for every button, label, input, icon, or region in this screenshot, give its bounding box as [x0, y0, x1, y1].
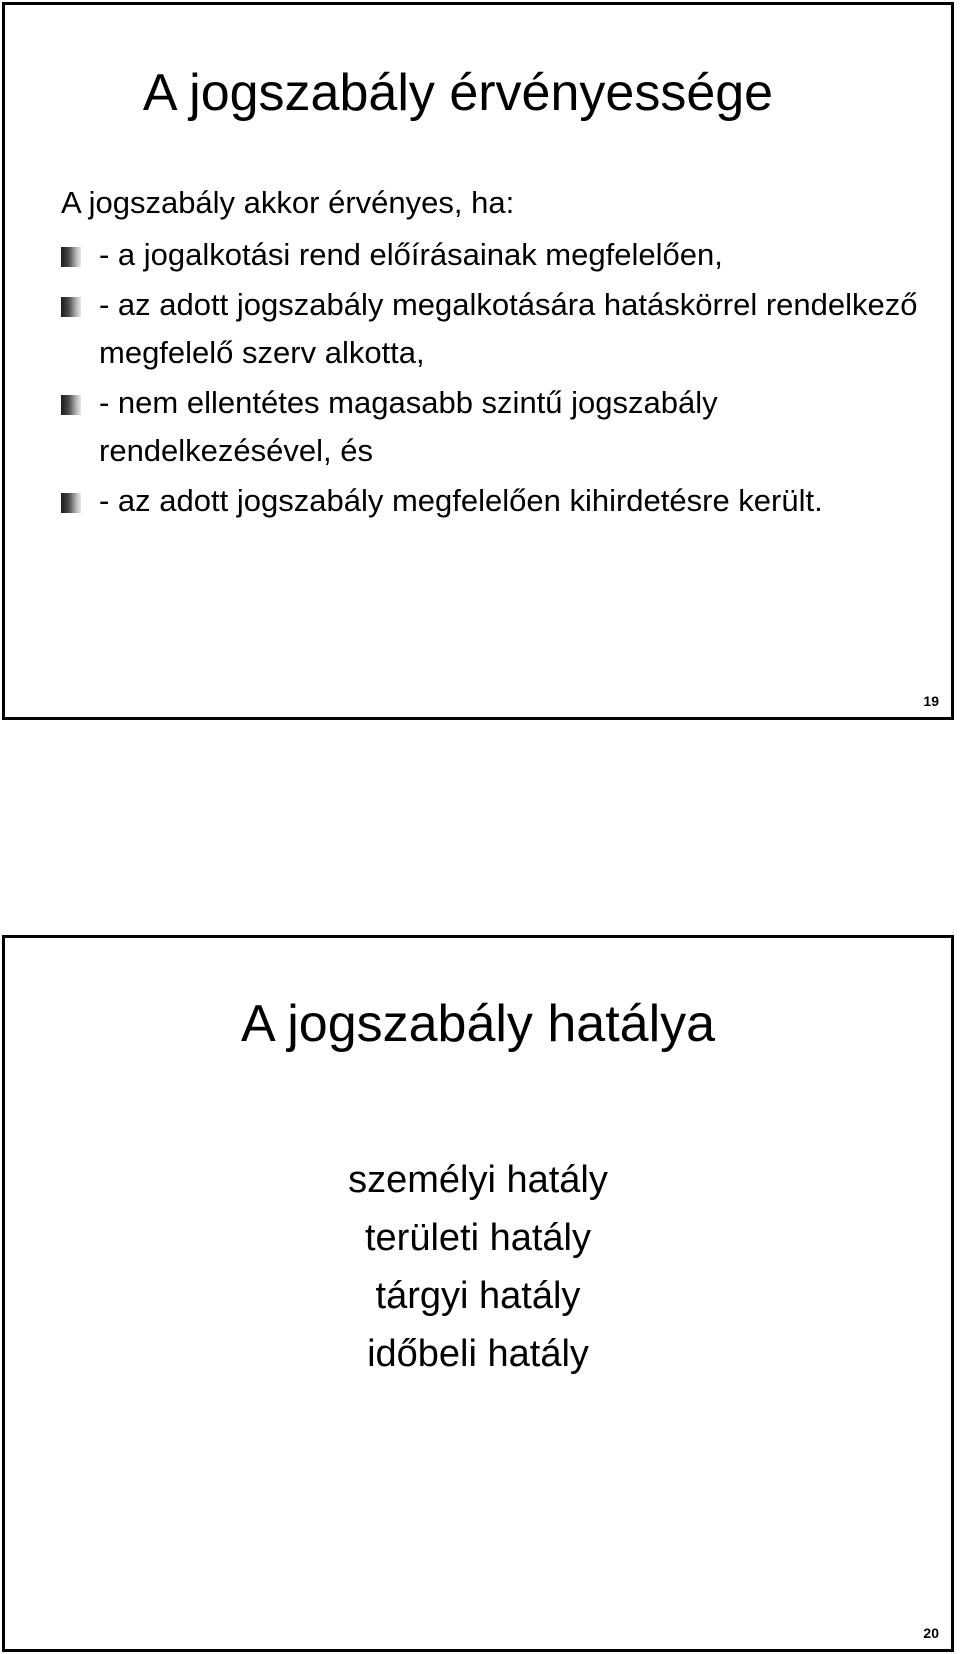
bullet-list: [61, 231, 921, 527]
square-bullet-icon: [61, 297, 81, 317]
intro-text: A jogszabály akkor érvényes, ha:: [61, 185, 515, 220]
list-item: időbeli hatály: [367, 1333, 589, 1375]
list-item: [61, 477, 921, 525]
bullet-text: - az adott jogszabály megfelelően kihirdetésre került.: [99, 483, 823, 518]
slide-title: A jogszabály hatálya: [240, 995, 716, 1053]
bullet-text: - a jogalkotási rend előírásainak megfelelően,: [99, 237, 723, 272]
square-bullet-icon: [61, 247, 81, 267]
page-number: 20: [923, 1625, 939, 1641]
list-item: tárgyi hatály: [375, 1275, 581, 1317]
slide-scope: [2, 935, 954, 1652]
list-item: [61, 281, 921, 377]
list-item: [61, 379, 921, 475]
square-bullet-icon: [61, 493, 81, 513]
list-item: [61, 231, 921, 279]
slide-title: A jogszabály érvényessége: [142, 64, 774, 122]
square-bullet-icon: [61, 395, 81, 415]
list-item: személyi hatály: [348, 1159, 608, 1201]
slide-validity: [2, 2, 954, 720]
bullet-text: - az adott jogszabály megalkotására hatáskörrel rendelkező megfelelő szerv alkotta,: [99, 287, 918, 370]
scope-list: [5, 1151, 951, 1383]
bullet-text: - nem ellentétes magasabb szintű jogszabály rendelkezésével, és: [99, 385, 718, 468]
page-number: 19: [923, 693, 939, 709]
list-item: területi hatály: [364, 1217, 591, 1259]
